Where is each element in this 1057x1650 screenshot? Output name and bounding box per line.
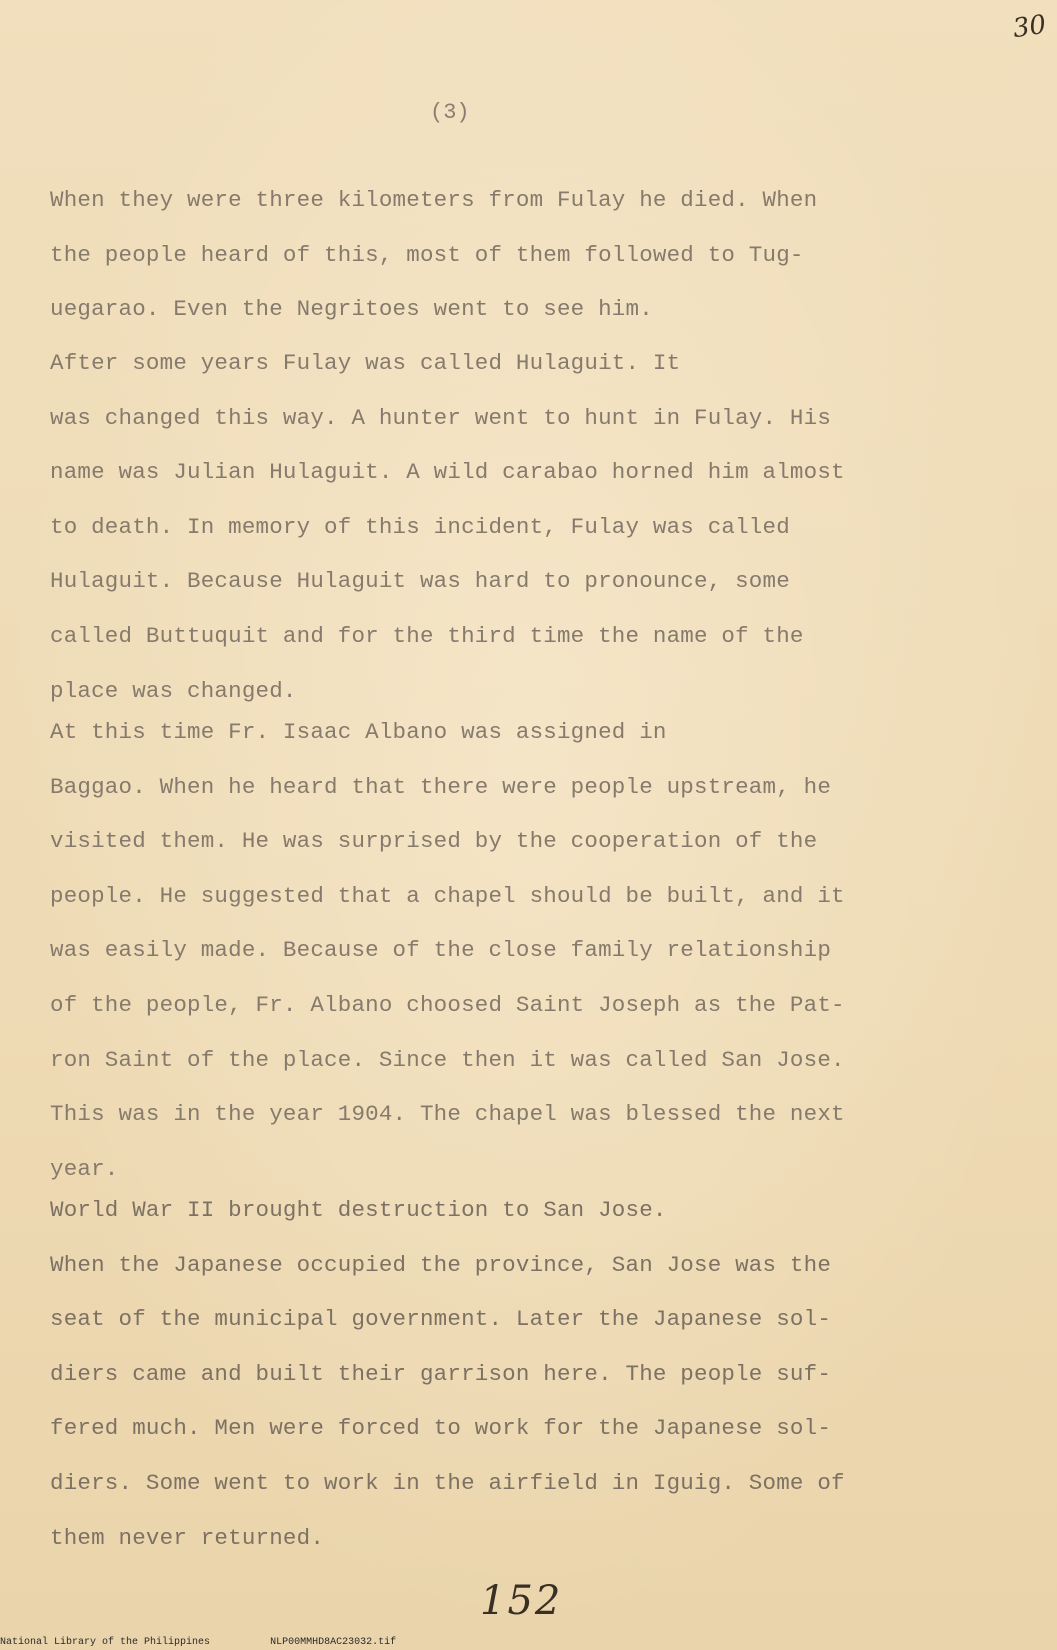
paragraph-2: After some years Fulay was called Hulaguit. It was changed this way. A hunter went to hunt in Fulay. His name was Julian Hulaguit. A wild carabao horned him almost to death. In memory of this incident, Fulay was called Hulaguit. Because Hulaguit was hard to pronounce, some called Buttuquit and for the third time the name of the place was changed. [50,350,845,704]
corner-page-number: 30 [1011,9,1049,45]
page-heading: (3) [430,100,470,125]
library-name: National Library of the Philippines [0,1637,211,1648]
handwritten-footer-number: 152 [480,1578,563,1624]
paragraph-1: When they were three kilometers from Fulay he died. When the people heard of this, most of them followed to Tug- uegarao. Even the Negritoes went to see him. [50,187,818,323]
paragraph-4: World War II brought destruction to San Jose. When the Japanese occupied the province, San Jose was the seat of the municipal government. Later the Japanese sol- diers came and built their garrison here. The people suf- fered much. Men were forced to work for the Japanese sol- diers. Some went to work in the airfield in Iguig. Some of them never returned. [50,1197,845,1551]
archive-footer-strip [0,1636,1057,1650]
paragraph-3: At this time Fr. Isaac Albano was assigned in Baggao. When he heard that there were people upstream, he visited them. He was surprised by the cooperation of the people. He suggested that a chapel should be built, and it was easily made. Because of the close family relationship of the people, Fr. Albano choosed Saint Joseph as the Pat- ron Saint of the place. Since then it was called San Jose. This was in the year 1904. The chapel was blessed the next year. [50,719,845,1182]
file-id: NLP00MMHD8AC23032.tif [270,1637,397,1648]
